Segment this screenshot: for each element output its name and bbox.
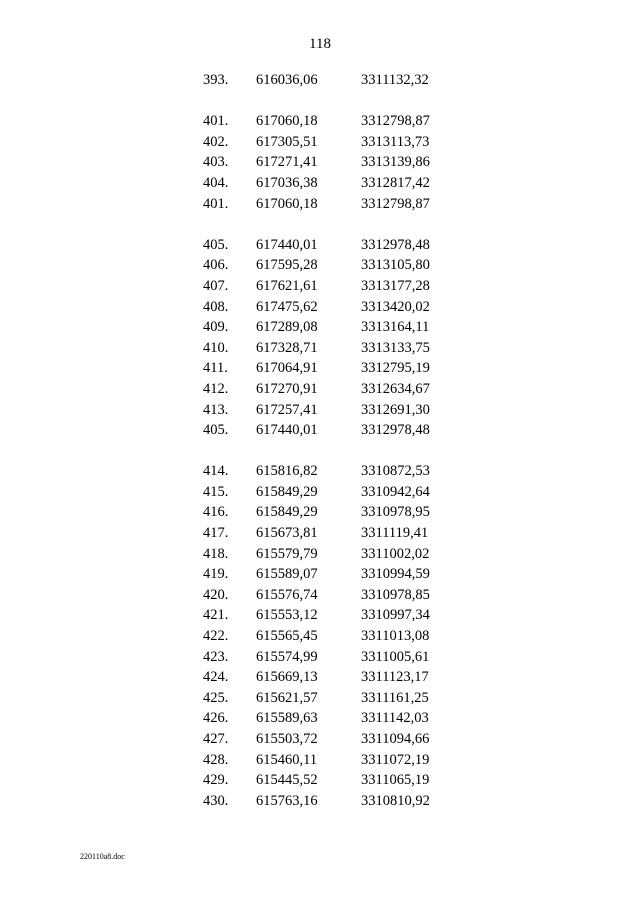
- y-coordinate: 3313105,80: [361, 257, 430, 274]
- table-row: [200, 358, 460, 379]
- coordinate-block: [200, 70, 460, 91]
- y-coordinate: 3310978,85: [361, 586, 430, 603]
- point-number: 412.: [203, 380, 229, 397]
- x-coordinate: 617060,18: [256, 195, 318, 212]
- y-coordinate: 3312798,87: [361, 113, 430, 130]
- x-coordinate: 617621,61: [256, 277, 318, 294]
- table-row: [200, 688, 460, 709]
- y-coordinate: 3312798,87: [361, 195, 430, 212]
- point-number: 425.: [203, 689, 229, 706]
- y-coordinate: 3313420,02: [361, 298, 430, 315]
- y-coordinate: 3312978,48: [361, 236, 430, 253]
- y-coordinate: 3311013,08: [361, 628, 430, 645]
- table-row: [200, 523, 460, 544]
- y-coordinate: 3311119,41: [361, 525, 429, 542]
- coordinate-block: [200, 461, 460, 811]
- x-coordinate: 617289,08: [256, 319, 318, 336]
- point-number: 405.: [203, 236, 229, 253]
- x-coordinate: 617270,91: [256, 380, 318, 397]
- y-coordinate: 3311161,25: [361, 689, 429, 706]
- point-number: 418.: [203, 545, 229, 562]
- table-row: [200, 770, 460, 791]
- table-row: [200, 791, 460, 812]
- y-coordinate: 3311094,66: [361, 731, 430, 747]
- point-number: 403.: [203, 154, 229, 171]
- point-number: 415.: [203, 483, 229, 500]
- point-number: 422.: [203, 628, 229, 645]
- table-row: [200, 400, 460, 421]
- point-number: 402.: [203, 133, 229, 150]
- x-coordinate: 615763,16: [256, 792, 318, 809]
- point-number: 409.: [203, 319, 229, 336]
- table-row: [200, 461, 460, 482]
- point-number: 411.: [203, 360, 228, 377]
- y-coordinate: 3311072,19: [361, 751, 430, 768]
- table-row: [200, 708, 460, 729]
- point-number: 417.: [203, 525, 229, 542]
- x-coordinate: 615816,82: [256, 463, 318, 480]
- table-row: [200, 585, 460, 606]
- y-coordinate: 3310872,53: [361, 463, 430, 480]
- point-number: 430.: [203, 792, 229, 809]
- table-row: [200, 482, 460, 503]
- x-coordinate: 615553,12: [256, 607, 318, 624]
- x-coordinate: 617257,41: [256, 401, 318, 418]
- x-coordinate: 615673,81: [256, 525, 318, 542]
- table-row: [200, 173, 460, 194]
- x-coordinate: 615565,45: [256, 628, 318, 645]
- table-row: [200, 564, 460, 585]
- y-coordinate: 3310994,59: [361, 566, 430, 583]
- x-coordinate: 617475,62: [256, 298, 318, 315]
- table-row: [200, 317, 460, 338]
- point-number: 419.: [203, 566, 229, 583]
- y-coordinate: 3311132,32: [361, 72, 429, 88]
- page-number: 118: [309, 36, 331, 52]
- y-coordinate: 3312795,19: [361, 360, 430, 377]
- table-row: [200, 338, 460, 359]
- point-number: 421.: [203, 607, 229, 624]
- table-row: [200, 255, 460, 276]
- y-coordinate: 3310942,64: [361, 483, 430, 500]
- point-number: 423.: [203, 648, 229, 665]
- point-number: 416.: [203, 504, 229, 521]
- x-coordinate: 615503,72: [256, 731, 318, 747]
- x-coordinate: 615589,07: [256, 566, 318, 583]
- y-coordinate: 3311123,17: [361, 669, 429, 686]
- point-number: 401.: [203, 113, 229, 130]
- coordinate-block: [200, 235, 460, 441]
- x-coordinate: 615589,63: [256, 710, 318, 727]
- y-coordinate: 3313113,73: [361, 133, 430, 150]
- point-number: 405.: [203, 422, 229, 439]
- x-coordinate: 617595,28: [256, 257, 318, 274]
- x-coordinate: 615849,29: [256, 483, 318, 500]
- y-coordinate: 3313164,11: [361, 319, 430, 336]
- x-coordinate: 615621,57: [256, 689, 318, 706]
- y-coordinate: 3311002,02: [361, 545, 430, 562]
- x-coordinate: 617440,01: [256, 236, 318, 253]
- point-number: 393.: [203, 72, 229, 88]
- x-coordinate: 615445,52: [256, 772, 318, 789]
- x-coordinate: 617036,38: [256, 174, 318, 191]
- point-number: 407.: [203, 277, 229, 294]
- table-row: [200, 276, 460, 297]
- x-coordinate: 615579,79: [256, 545, 318, 562]
- x-coordinate: 617271,41: [256, 154, 318, 171]
- x-coordinate: 615576,74: [256, 586, 318, 603]
- table-row: [200, 502, 460, 523]
- y-coordinate: 3312691,30: [361, 401, 430, 418]
- footer-filename: 220110a8.doc: [80, 852, 125, 861]
- x-coordinate: 616036,06: [256, 72, 318, 88]
- point-number: 401.: [203, 195, 229, 212]
- point-number: 427.: [203, 731, 229, 747]
- point-number: 420.: [203, 586, 229, 603]
- y-coordinate: 3313177,28: [361, 277, 430, 294]
- table-row: [200, 70, 460, 91]
- y-coordinate: 3310978,95: [361, 504, 430, 521]
- table-row: [200, 420, 460, 441]
- x-coordinate: 617305,51: [256, 133, 318, 150]
- table-row: [200, 235, 460, 256]
- point-number: 426.: [203, 710, 229, 727]
- table-row: [200, 626, 460, 647]
- x-coordinate: 617440,01: [256, 422, 318, 439]
- table-row: [200, 152, 460, 173]
- point-number: 414.: [203, 463, 229, 480]
- table-row: [200, 544, 460, 565]
- y-coordinate: 3311142,03: [361, 710, 429, 727]
- table-row: [200, 605, 460, 626]
- x-coordinate: 615849,29: [256, 504, 318, 521]
- table-row: [200, 667, 460, 688]
- x-coordinate: 615669,13: [256, 669, 318, 686]
- point-number: 429.: [203, 772, 229, 789]
- table-row: [200, 750, 460, 771]
- y-coordinate: 3310997,34: [361, 607, 430, 624]
- y-coordinate: 3311065,19: [361, 772, 430, 789]
- point-number: 413.: [203, 401, 229, 418]
- table-row: [200, 132, 460, 153]
- y-coordinate: 3312817,42: [361, 174, 430, 191]
- x-coordinate: 617328,71: [256, 339, 318, 356]
- point-number: 410.: [203, 339, 229, 356]
- table-row: [200, 379, 460, 400]
- table-row: [200, 297, 460, 318]
- point-number: 404.: [203, 174, 229, 191]
- point-number: 406.: [203, 257, 229, 274]
- x-coordinate: 617060,18: [256, 113, 318, 130]
- coordinate-block: [200, 111, 460, 214]
- y-coordinate: 3312978,48: [361, 422, 430, 439]
- table-row: [200, 647, 460, 668]
- y-coordinate: 3310810,92: [361, 792, 430, 809]
- x-coordinate: 617064,91: [256, 360, 318, 377]
- table-row: [200, 729, 460, 750]
- point-number: 428.: [203, 751, 229, 768]
- y-coordinate: 3312634,67: [361, 380, 430, 397]
- x-coordinate: 615574,99: [256, 648, 318, 665]
- table-row: [200, 111, 460, 132]
- y-coordinate: 3311005,61: [361, 648, 430, 665]
- table-row: [200, 194, 460, 215]
- x-coordinate: 615460,11: [256, 751, 318, 768]
- y-coordinate: 3313139,86: [361, 154, 430, 171]
- y-coordinate: 3313133,75: [361, 339, 430, 356]
- point-number: 424.: [203, 669, 229, 686]
- coordinate-table: [200, 70, 460, 832]
- point-number: 408.: [203, 298, 229, 315]
